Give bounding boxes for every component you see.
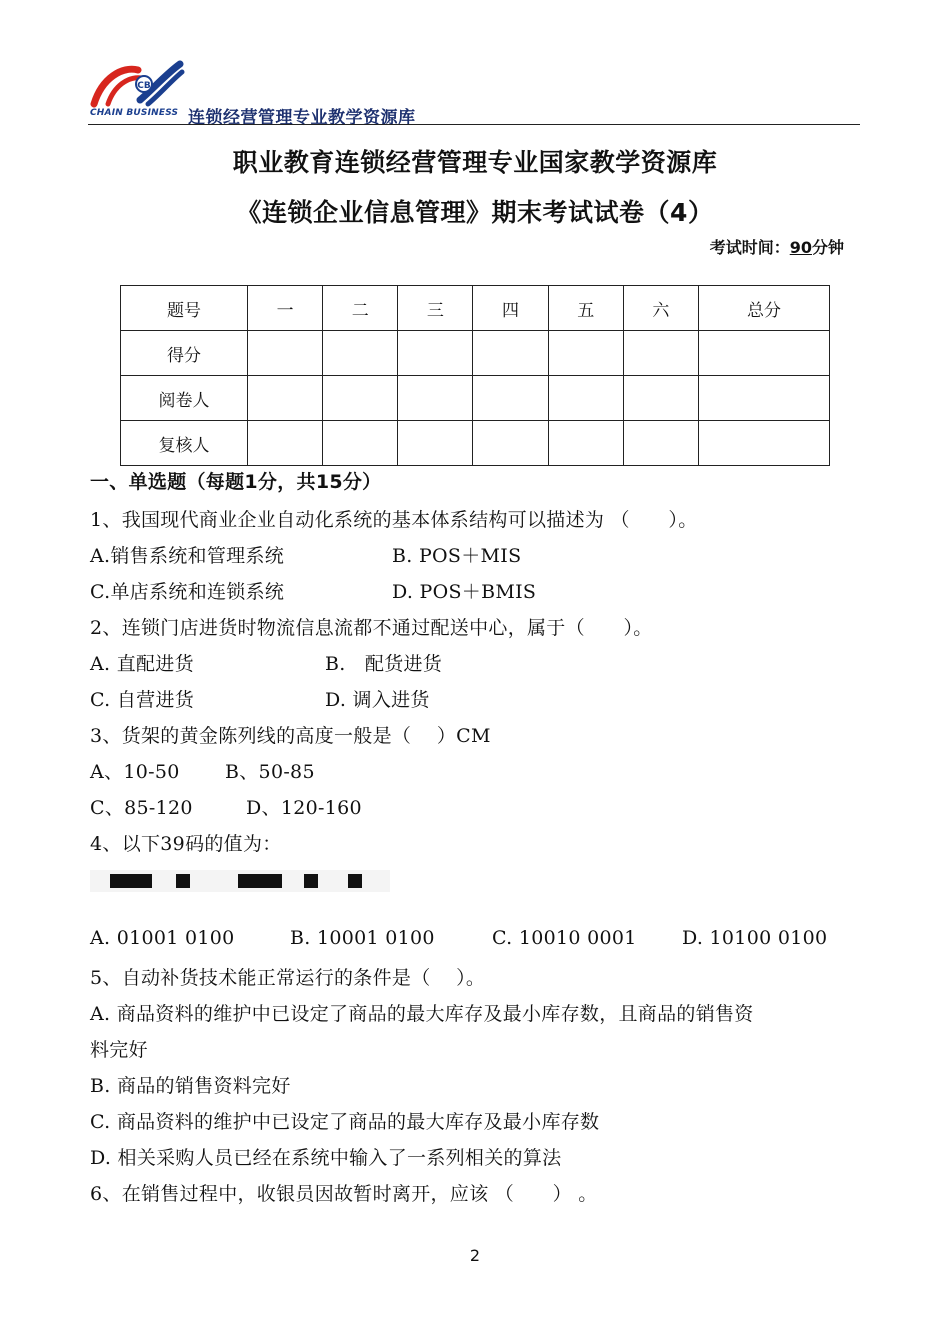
brand-name: 连锁经营管理专业教学资源库 [188, 108, 416, 128]
table-header-cell: 五 [548, 286, 623, 331]
barcode-image [90, 866, 390, 896]
table-header-cell: 四 [473, 286, 548, 331]
table-header-cell: 三 [398, 286, 473, 331]
header-divider [88, 124, 860, 125]
option-d: D. POS＋BMIS [392, 581, 537, 603]
question-stem: 4、以下39码的值为： [90, 833, 282, 855]
option-row [90, 793, 362, 820]
section-heading: 一、单选题（每题1分，共15分） [90, 471, 382, 493]
score-table [120, 285, 830, 466]
question-stem: 3、货架的黄金陈列线的高度一般是（ ）CM [90, 725, 491, 747]
table-header-cell: 六 [623, 286, 698, 331]
exam-time-label: 考试时间： [709, 238, 790, 257]
table-cell [398, 421, 473, 466]
table-header-cell: 二 [323, 286, 398, 331]
table-row-label: 阅卷人 [121, 376, 248, 421]
table-row-label: 复核人 [121, 421, 248, 466]
table-cell [248, 331, 323, 376]
option-a: A. 01001 0100 [90, 927, 235, 949]
option-row [90, 927, 827, 949]
option-a: A. 商品资料的维护中已设定了商品的最大库存及最小库存数，且商品的销售资 [90, 1003, 754, 1025]
table-cell [398, 376, 473, 421]
table-cell [548, 331, 623, 376]
question-stem: 6、在销售过程中，收银员因故暂时离开，应该 （ ） 。 [90, 1183, 598, 1205]
option-a: A. 直配进货 [90, 653, 194, 675]
table-cell [548, 376, 623, 421]
option-c: C. 自营进货 [90, 689, 195, 711]
logo-text: CHAIN BUSINESS [90, 108, 179, 118]
option-a-continued: 料完好 [90, 1039, 148, 1061]
page-title: 职业教育连锁经营管理专业国家教学资源库 [232, 148, 718, 177]
table-cell [248, 421, 323, 466]
option-c: C、85-120 [90, 797, 193, 819]
option-row [90, 685, 430, 712]
exam-time [710, 235, 844, 258]
exam-time-unit: 分钟 [811, 238, 844, 257]
table-cell [323, 331, 398, 376]
option-c: C.单店系统和连锁系统 [90, 581, 285, 603]
table-cell [323, 376, 398, 421]
option-d: D. 调入进货 [325, 689, 430, 711]
option-d: D. 相关采购人员已经在系统中输入了一系列相关的算法 [90, 1147, 562, 1169]
option-b: B. 10001 0100 [290, 927, 435, 949]
table-row [121, 331, 830, 376]
table-cell [473, 376, 548, 421]
table-header-cell: 总分 [699, 286, 830, 331]
option-d: D. 10100 0100 [682, 927, 828, 949]
table-header-cell: 一 [248, 286, 323, 331]
question-stem: 5、自动补货技术能正常运行的条件是（ ）。 [90, 967, 486, 989]
option-row [90, 649, 442, 676]
option-c: C. 10010 0001 [492, 927, 637, 949]
table-cell [699, 376, 830, 421]
table-cell [699, 421, 830, 466]
table-cell [473, 331, 548, 376]
table-cell [323, 421, 398, 466]
option-d: D、120-160 [246, 797, 362, 819]
table-cell [699, 331, 830, 376]
table-cell [623, 331, 698, 376]
table-cell [623, 376, 698, 421]
table-cell [548, 421, 623, 466]
option-a: A.销售系统和管理系统 [90, 545, 285, 567]
svg-text:CB: CB [137, 81, 151, 91]
table-row-label: 得分 [121, 331, 248, 376]
option-c: C. 商品资料的维护中已设定了商品的最大库存及最小库存数 [90, 1111, 600, 1133]
table-cell [248, 376, 323, 421]
question-stem: 1、我国现代商业企业自动化系统的基本体系结构可以描述为 （ ）。 [90, 509, 698, 531]
option-row [90, 541, 521, 568]
exam-title: 《连锁企业信息管理》期末考试试卷（4） [236, 198, 714, 227]
option-a: A、10-50 [90, 761, 180, 783]
exam-time-value: 90 [789, 238, 812, 257]
table-row [121, 421, 830, 466]
option-b: B. POS＋MIS [392, 545, 522, 567]
page-number: 2 [469, 1246, 481, 1265]
option-b: B. 商品的销售资料完好 [90, 1075, 291, 1097]
option-row [90, 577, 536, 604]
option-row [90, 757, 315, 784]
table-cell [398, 331, 473, 376]
score-table-header-row [121, 286, 830, 331]
page-header [88, 60, 860, 126]
question-stem: 2、连锁门店进货时物流信息流都不通过配送中心，属于（ ）。 [90, 617, 653, 639]
table-row [121, 376, 830, 421]
option-b: B. 配货进货 [325, 653, 443, 675]
table-cell [623, 421, 698, 466]
table-header-cell: 题号 [121, 286, 248, 331]
table-cell [473, 421, 548, 466]
option-b: B、50-85 [225, 761, 315, 783]
